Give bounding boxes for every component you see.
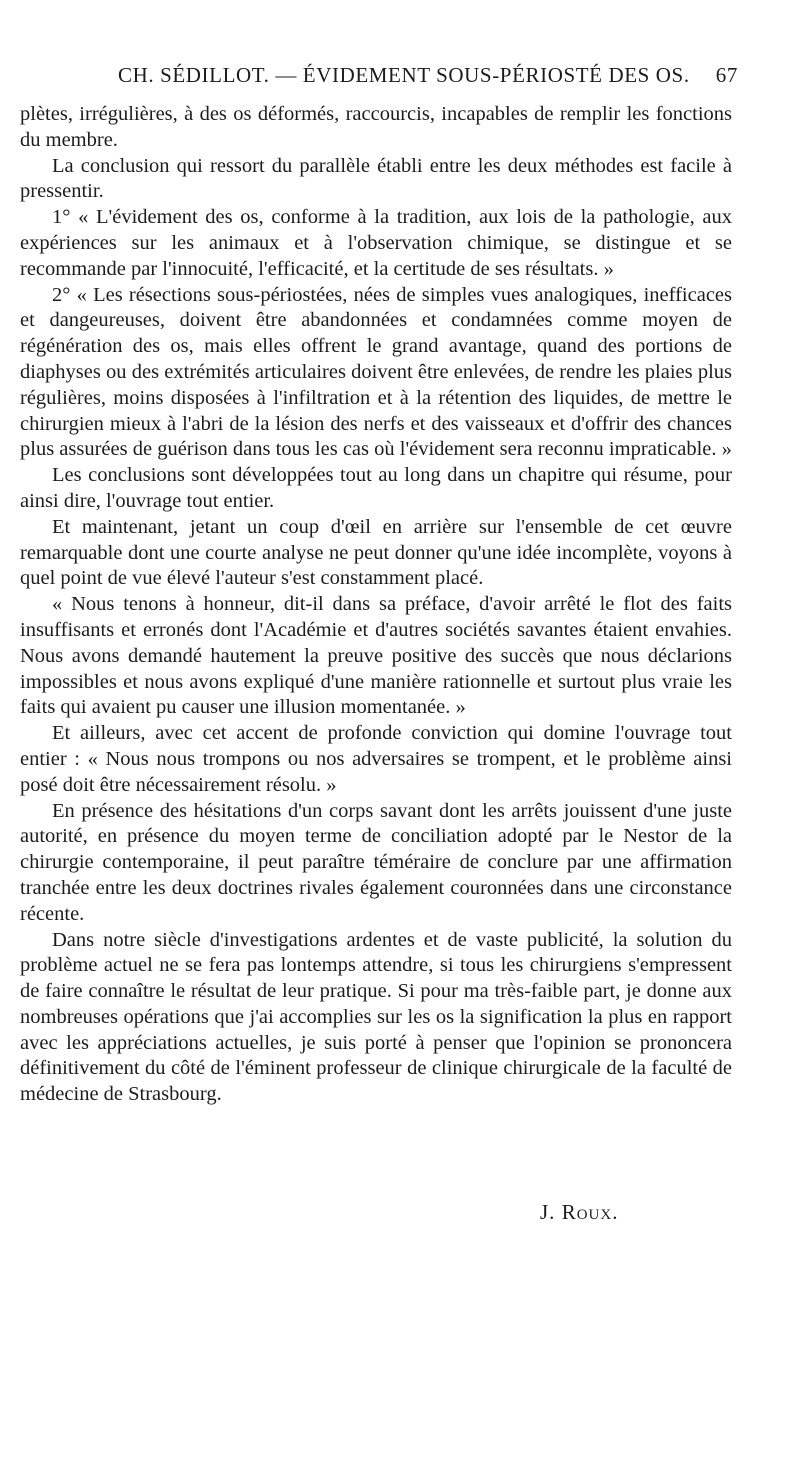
paragraph: Et maintenant, jetant un coup d'œil en arrière sur l'ensemble de cet œuvre remarquable dont une courte analyse ne peut donner qu'une idée incomplète, voyons à quel point de vue élevé l'auteur s'est constamment placé. — [20, 515, 732, 590]
paragraph-quote-preface: « Nous tenons à honneur, dit-il dans sa préface, d'avoir arrêté le flot des faits insuffisants et erronés dont l'Académie et d'autres sociétés savantes étaient envahies. Nous avons demandé hautement la preuve positive des succès que nous déclarions impossibles et nous avons expliqué d'une manière rationnelle et surtout plus vraie les faits qui avaient pu causer une illusion momentanée. » — [20, 593, 732, 719]
running-head — [92, 62, 738, 88]
paragraph: Les conclusions sont développées tout au long dans un chapitre qui résume, pour ainsi dire, l'ouvrage tout entier. — [20, 464, 732, 512]
body-text — [20, 102, 732, 1108]
signature-initial: J. — [540, 1200, 556, 1224]
paragraph: En présence des hésitations d'un corps savant dont les arrêts jouissent d'une juste autorité, en présence du moyen terme de conciliation adopté par le Nestor de la chirurgie contemporaine, il peut paraître téméraire de conclure par une affirmation tranchée entre les deux doctrines rivales également couronnées dans une circonstance récente. — [20, 799, 732, 925]
paragraph-conclusion-1: 1° « L'évidement des os, conforme à la tradition, aux lois de la pathologie, aux expériences sur les animaux et à l'observation chimique, se distingue et se recommande par l'innocuité, l'efficacité, et la certitude de ses résultats. » — [20, 206, 732, 280]
paragraph-continued: plètes, irrégulières, à des os déformés, raccourcis, incapables de remplir les fonctions du membre. — [20, 103, 732, 151]
paragraph-conclusion-2: 2° « Les résections sous-périostées, nées de simples vues analogiques, inefficaces et dangeureuses, doivent être abandonnées et condamnées comme moyen de régénération des os, mais elles offrent le grand avantage, quand des portions de diaphyses ou des extrémités articulaires doivent être enlevées, de rendre les plaies plus régulières, moins disposées à l'infiltration et à la rétention des liquides, de mettre le chirurgien mieux à l'abri de la lésion des nerfs et des vaisseaux et d'offrir des chances plus assurées de guérison dans tous les cas où l'évidement sera reconnu impraticable. » — [20, 283, 732, 461]
paragraph-final: Dans notre siècle d'investigations ardentes et de vaste publicité, la solution du problème actuel ne se fera pas lontemps attendre, si tous les chirurgiens s'empressent de faire connaître le résultat de leur pratique. Si pour ma très-faible part, je donne aux nombreuses opérations que j'ai accomplies sur les os la signification la plus en rapport avec les appréciations actuelles, je suis porté à penser que l'opinion se prononcera définitivement du côté de l'éminent professeur de clinique chirurgicale de la faculté de médecine de Strasbourg. — [20, 928, 732, 1106]
page-number: 67 — [715, 63, 738, 87]
running-title: CH. SÉDILLOT. — ÉVIDEMENT SOUS-PÉRIOSTÉ DES OS. — [118, 63, 690, 87]
paragraph: Et ailleurs, avec cet accent de profonde conviction qui domine l'ouvrage tout entier : « Nous nous trompons ou nos adversaires se trompent, et le problème ainsi posé doit être nécessairement résolu. » — [20, 722, 732, 796]
paragraph: La conclusion qui ressort du parallèle établi entre les deux méthodes est facile à pressentir. — [20, 154, 732, 203]
author-signature — [540, 1200, 618, 1225]
signature-name: Roux. — [561, 1200, 619, 1224]
